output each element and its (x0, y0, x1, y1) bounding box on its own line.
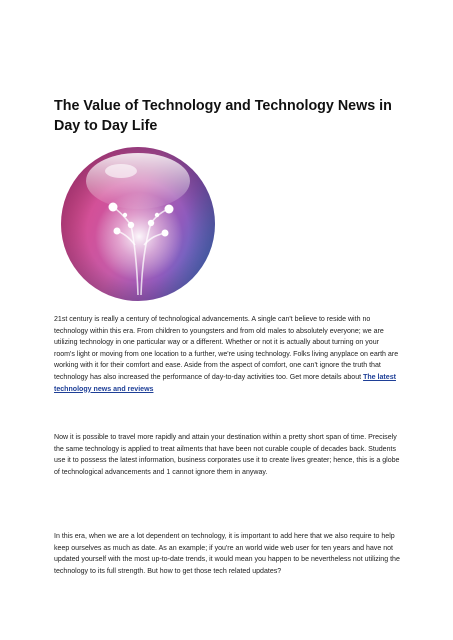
paragraph-3: In this era, when we are a lot dependent on technology, it is important to add here that we also require to help keep ourselves as much as date. As an example; if you're an world wide web user for ten years and have not updated yourself with the most up-to-date trends, it would mean you happen to be nevertheless not utilizing the technology to its full strength. But how to get those tech related updates? (54, 533, 400, 575)
paragraph-2: Now it is possible to travel more rapidly and attain your destination within a pretty short span of time. Precisely the same technology is applied to treat ailments that have been not curable couple of decades back. Students use it to possess the latest information, business corporates use it to create lives greater; hence, this is a globe of technological advancements and 1 cannot ignore them in anyway. (54, 434, 400, 476)
crystal-orb-icon (59, 145, 217, 303)
paragraph-1-text: 21st century is really a century of technological advancements. A single can't believe to reside with no technology within this era. From children to youngsters and from old males to absolutely everyone; we are utilizing technology in one particular way or a different. Whether or not it is actually about turning on your room's light or moving from one location to a further, we're using technology. Folks living anyplace on earth are working with it for their comfort and ease. Aside from the aspect of comfort, one can't ignore the truth that technology has also increased the performance of day-to-day activities too. Get more details about (54, 316, 399, 381)
latest-technology-news-link[interactable]: The latest technology news and reviews (54, 373, 396, 393)
paragraph-1 (54, 314, 400, 395)
page-title: The Value of Technology and Technology News in Day to Day Life (54, 98, 392, 134)
